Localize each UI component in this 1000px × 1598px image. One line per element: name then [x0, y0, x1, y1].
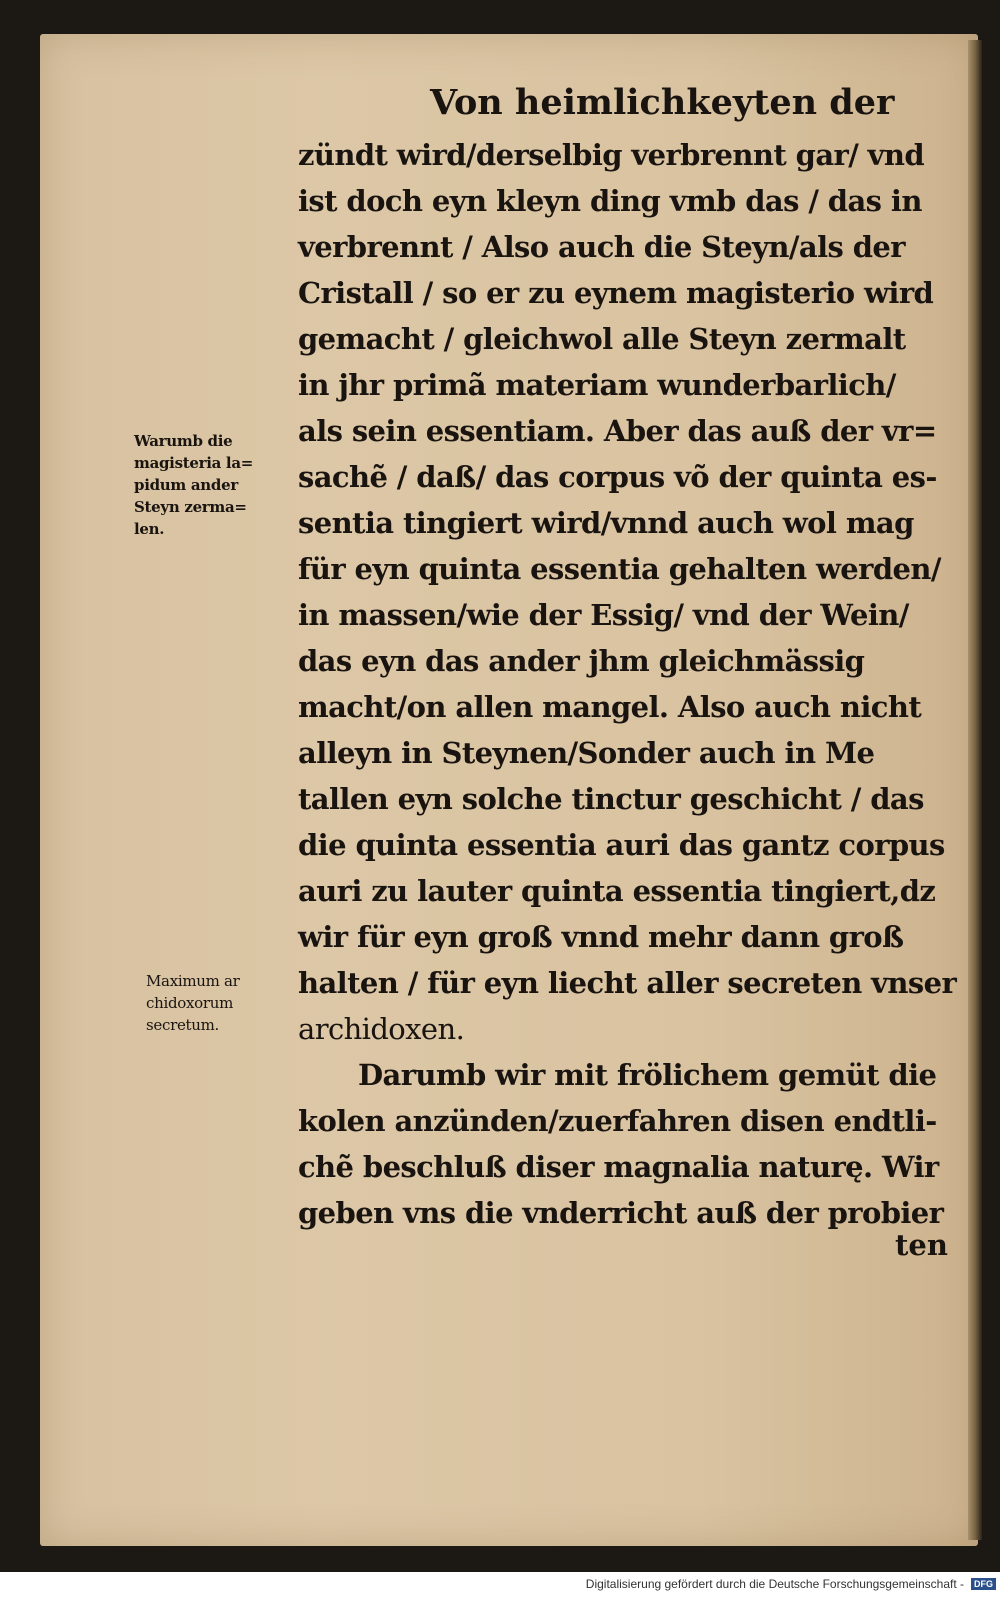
margin-note-line: Warumb die — [134, 432, 233, 450]
margin-note-line: Steyn zerma= — [134, 498, 247, 516]
text-line: Darumb wir mit frölichem gemüt die — [358, 1058, 937, 1092]
margin-note-line: magisteria la= — [134, 454, 254, 472]
margin-note — [134, 430, 253, 540]
text-line: geben vns die vnderricht auß der probier — [298, 1196, 944, 1230]
running-head: Von heimlichkeyten der — [430, 82, 895, 123]
margin-note-line: len. — [134, 520, 165, 538]
text-line: kolen anzünden/zuerfahren disen endtli- — [298, 1104, 937, 1138]
text-line: auri zu lauter quinta essentia tingiert,dz — [298, 874, 936, 908]
margin-note-line: Maximum ar — [146, 972, 240, 990]
margin-note-line: secretum. — [146, 1016, 220, 1034]
body-text — [298, 132, 957, 1236]
text-line: alleyn in Steynen/Sonder auch in Me — [298, 736, 875, 770]
page-edge — [968, 40, 982, 1540]
text-line: Cristall / so er zu eynem magisterio wird — [298, 276, 934, 310]
text-line: tallen eyn solche tinctur geschicht / das — [298, 782, 924, 816]
text-line: in massen/wie der Essig/ vnd der Wein/ — [298, 598, 909, 632]
margin-note-line: chidoxorum — [146, 994, 234, 1012]
text-line: die quinta essentia auri das gantz corpus — [298, 828, 945, 862]
text-line: macht/on allen mangel. Also auch nicht — [298, 690, 922, 724]
text-line: chẽ beschluß diser magnalia naturę. Wir — [298, 1150, 939, 1184]
text-line: gemacht / gleichwol alle Steyn zermalt — [298, 322, 906, 356]
dfg-logo: DFG — [971, 1578, 996, 1590]
text-line: das eyn das ander jhm gleichmässig — [298, 644, 865, 678]
text-line: verbrennt / Also auch die Steyn/als der — [298, 230, 905, 264]
text-line: zündt wird/derselbig verbrennt gar/ vnd — [298, 138, 925, 172]
text-line: halten / für eyn liecht aller secreten vnser — [298, 966, 957, 1000]
digitization-footer — [0, 1572, 1000, 1598]
text-line: archidoxen. — [298, 1012, 465, 1046]
text-line: wir für eyn groß vnnd mehr dann groß — [298, 920, 904, 954]
footer-credit: Digitalisierung gefördert durch die Deutsche Forschungsgemeinschaft - — [585, 1577, 964, 1591]
catchword: ten — [895, 1228, 948, 1262]
text-line: ist doch eyn kleyn ding vmb das / das in — [298, 184, 922, 218]
text-line: für eyn quinta essentia gehalten werden/ — [298, 552, 941, 586]
text-line: sentia tingiert wird/vnnd auch wol mag — [298, 506, 914, 540]
margin-note-line: pidum ander — [134, 476, 238, 494]
text-line: sachẽ / daß/ das corpus võ der quinta es- — [298, 460, 937, 494]
margin-note — [146, 970, 240, 1036]
text-line: als sein essentiam. Aber das auß der vr= — [298, 414, 937, 448]
text-line: in jhr primã materiam wunderbarlich/ — [298, 368, 896, 402]
